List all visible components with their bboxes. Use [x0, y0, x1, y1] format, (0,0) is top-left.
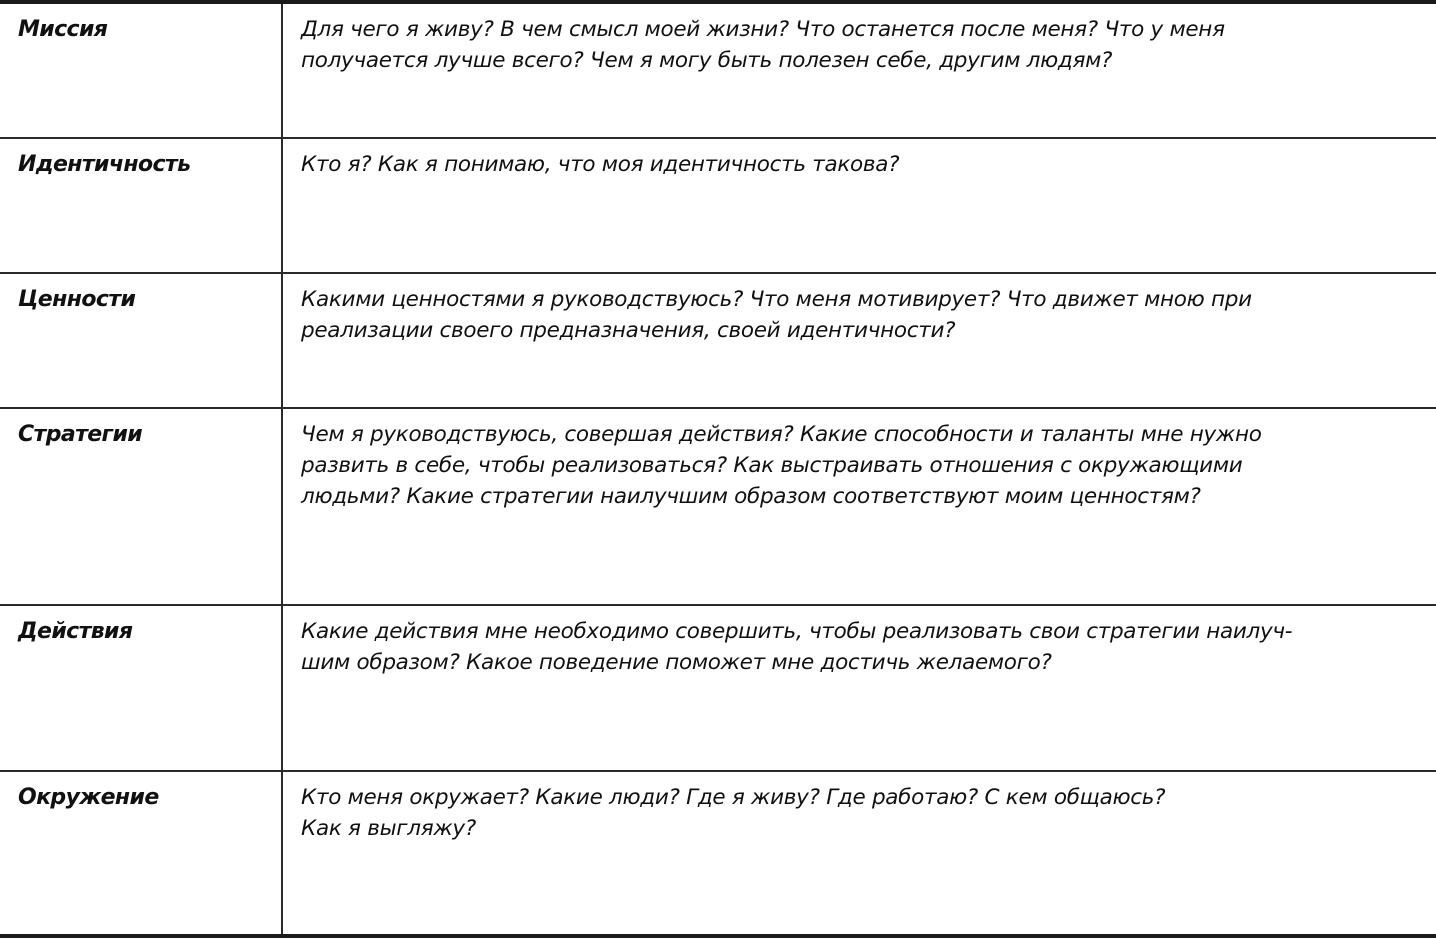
- row-label: Стратегии: [0, 409, 283, 604]
- row-questions: Какими ценностями я руководствуюсь? Что меня мотивирует? Что движет мною при реализации своего предназначения, своей идентичности?: [301, 287, 1252, 343]
- row-label: Окружение: [0, 772, 283, 934]
- row-label: Миссия: [0, 4, 283, 137]
- row-label: Идентичность: [0, 139, 283, 272]
- table-row-environment: [0, 770, 1436, 934]
- table-row-strategies: [0, 407, 1436, 604]
- table-row-identity: [0, 137, 1436, 272]
- table-row-actions: [0, 604, 1436, 770]
- table-row-values: [0, 272, 1436, 407]
- row-questions: Чем я руководствуюсь, совершая действия? Какие способности и таланты мне нужно развить в себе, чтобы реализоваться? Как выстраивать отношения с окружающими людьми? Какие стратегии наилучшим образом соответствуют моим ценностям?: [301, 422, 1262, 509]
- row-label: Ценности: [0, 274, 283, 407]
- row-questions: Какие действия мне необходимо совершить, чтобы реализовать свои стратегии наилуч- шим образом? Какое поведение поможет мне достичь желаемого?: [301, 619, 1293, 675]
- row-questions: Для чего я живу? В чем смысл моей жизни? Что останется после меня? Что у меня получается лучше всего? Чем я могу быть полезен себе, другим людям?: [301, 17, 1225, 73]
- table-row-mission: [0, 4, 1436, 137]
- row-questions: Кто я? Как я понимаю, что моя идентичность такова?: [301, 152, 900, 177]
- row-questions: Кто меня окружает? Какие люди? Где я живу? Где работаю? С кем общаюсь? Как я выгляжу?: [301, 785, 1166, 841]
- row-label: Действия: [0, 606, 283, 770]
